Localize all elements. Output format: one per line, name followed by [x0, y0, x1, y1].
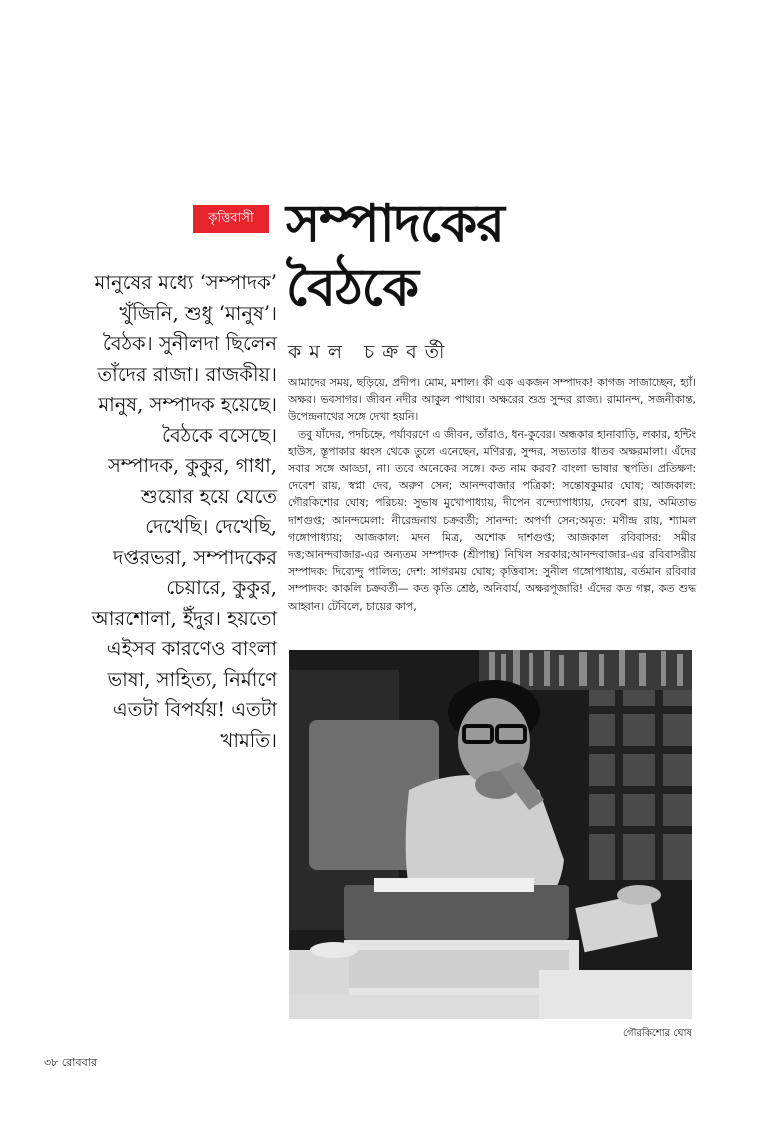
- headline: [286, 192, 616, 320]
- page-folio: ৩৮ রোববার: [44, 1056, 97, 1069]
- headline-line-1: সম্পাদকের: [286, 194, 504, 254]
- pull-quote: মানুষের মধ্যে ‘সম্পাদক’ খুঁজিনি, শুধু ‘মানুষ’। বৈঠক। সুনীলদা ছিলেন তাঁদের রাজা। রাজকীয়। মানুষ, সম্পাদক হয়েছে। বৈঠকে বসেছে। সম্পাদক, কুকুর, গাধা, শুয়োর হয়ে যেতে দেখেছি। দেখেছি, দপ্তরভরা, সম্পাদকের চেয়ারে, কুকুর, আরশোলা, ইঁদুর। হয়তো এইসব কারণেও বাংলা ভাষা, সাহিত্য, নির্মাণে এতটা বিপর্যয়! এতটা খামতি।: [91, 271, 277, 752]
- byline: কমল চক্রবর্তী: [288, 341, 453, 363]
- section-tag: কৃত্তিবাসী: [193, 205, 269, 233]
- headline-line-2: বৈঠকে: [286, 258, 419, 318]
- typewriter-photo: [289, 650, 692, 1019]
- photo-illustration: [289, 650, 692, 1019]
- body-paragraph-1: আমাদের সময়, ছড়িয়ে, প্রদীপ। মোম, মশাল। কী এক একজন সম্পাদক! কাগজ সাজাচ্ছেন, হ্যাঁ। অক্ষর। ভবসাগর। জীবন নদীর আকুল পাথার। অক্ষরের শুভ্র সুন্দর রাজ্য। রামানন্দ, সজনীকান্ত, উপেন্দ্রনাথের সঙ্গে দেখা হয়নি।: [288, 376, 696, 424]
- photo-caption: গৌরকিশোর ঘোষ: [623, 1028, 692, 1039]
- article-body: [288, 374, 696, 615]
- body-paragraph-2: তবু যাঁদের, পদচিহ্নে, পর্যাবরণে এ জীবন, তাঁরাও, ধন-কুবের। অন্ধকার হানাবাড়ি, লকার, হন্টিং হাউস, স্তূপাকার ধ্বংস থেকে তুলে এনেছেন, মণিরত্ন, সুন্দর, সভ্যতার ধাতব অক্ষরমালা। এঁদের সবার সঙ্গে আড্ডা, না। তবে অনেকের সঙ্গে। কত নাম করব? বাংলা ভাষার স্থপতি। প্রতিক্ষণ: দেবেশ রায়, স্বপ্না দেব, অরুণ সেন; আনন্দবাজার পত্রিকা: সন্তোষকুমার ঘোষ; আজকাল: গৌরকিশোর ঘোষ; পরিচয়: সুভাষ মুখোপাধ্যায়, দীপেন বন্দ্যোপাধ্যায়, দেবেশ রায়, অমিতাভ দাশগুপ্ত; আনন্দমেলা: নীরেন্দ্রনাথ চক্রবর্তী; সানন্দা: অপর্ণা সেন;অমৃত: মণীন্দ্র রায়, শ্যামল গঙ্গোপাধ্যায়; আজকাল: মদন মিত্র, অশোক দাশগুপ্ত; আজকাল রবিবাসর: সমীর দত্ত;আনন্দবাজার-এর অন্যতম সম্পাদক (শ্রীপান্থ) নিখিল সরকার;আনন্দবাজার-এর রবিবাসরীয় সম্পাদক: দিব্যেন্দু পালিত; দেশ: সাগরময় ঘোষ; কৃত্তিবাস: সুনীল গঙ্গোপাধ্যায়, বর্তমান রবিবার সম্পাদক: কাকলি চক্রবর্তী— কত কৃতি শ্রেষ্ঠ, অনিবার্য, অক্ষরপূজারি! এঁদের কত গল্প, কত শুদ্ধ আহ্বান। টেবিলে, চায়ের কাপ,: [288, 427, 696, 613]
